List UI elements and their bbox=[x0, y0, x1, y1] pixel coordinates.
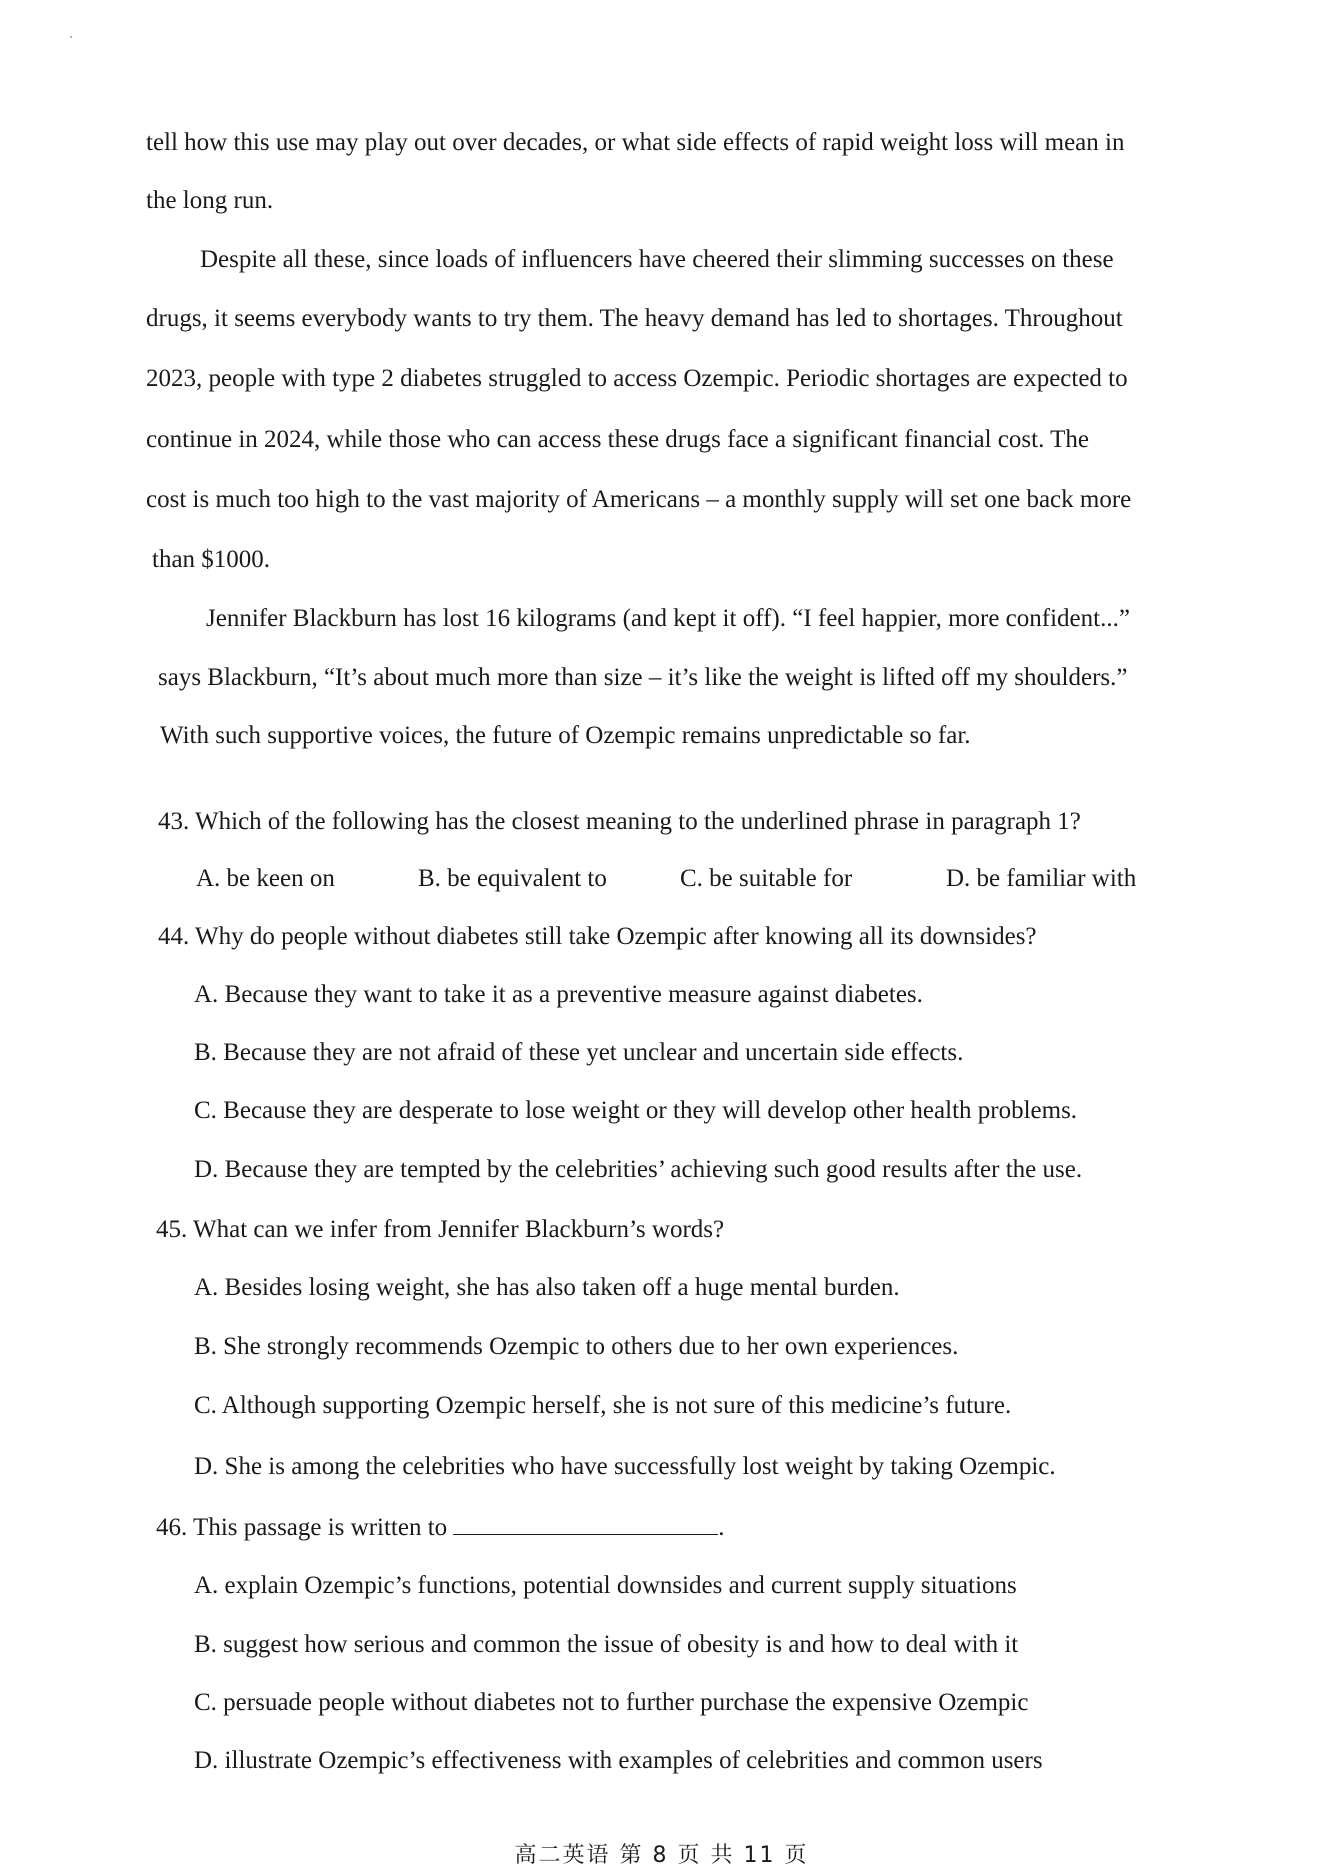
passage-line: says Blackburn, “It’s about much more than size – it’s like the weight is lifted off my shoulders.” bbox=[158, 664, 1128, 691]
option-d: D. be familiar with bbox=[946, 865, 1137, 892]
passage-line: drugs, it seems everybody wants to try them. The heavy demand has led to shortages. Throughout bbox=[146, 305, 1123, 332]
question-46-stem-text: 46. This passage is written to bbox=[156, 1514, 448, 1541]
passage-line: Jennifer Blackburn has lost 16 kilograms (and kept it off). “I feel happier, more confident...” bbox=[206, 605, 1130, 632]
question-45-stem: 45. What can we infer from Jennifer Blackburn’s words? bbox=[156, 1216, 725, 1243]
passage-line: With such supportive voices, the future of Ozempic remains unpredictable so far. bbox=[160, 722, 971, 749]
option-b: B. Because they are not afraid of these yet unclear and uncertain side effects. bbox=[194, 1039, 964, 1066]
passage-line: 2023, people with type 2 diabetes struggled to access Ozempic. Periodic shortages are expected to bbox=[146, 365, 1128, 392]
passage-line: continue in 2024, while those who can access these drugs face a significant financial cost. The bbox=[146, 426, 1089, 453]
option-d: D. illustrate Ozempic’s effectiveness with examples of celebrities and common users bbox=[194, 1747, 1043, 1774]
option-c: C. be suitable for bbox=[680, 865, 853, 892]
passage-line: Despite all these, since loads of influencers have cheered their slimming successes on these bbox=[200, 246, 1114, 273]
question-43-stem: 43. Which of the following has the closest meaning to the underlined phrase in paragraph 1? bbox=[158, 808, 1081, 835]
option-c: C. persuade people without diabetes not to further purchase the expensive Ozempic bbox=[194, 1689, 1029, 1716]
option-c: C. Because they are desperate to lose weight or they will develop other health problems. bbox=[194, 1097, 1078, 1124]
option-d: D. Because they are tempted by the celebrities’ achieving such good results after the use. bbox=[194, 1156, 1083, 1183]
option-c: C. Although supporting Ozempic herself, she is not sure of this medicine’s future. bbox=[194, 1392, 1012, 1419]
option-a: A. be keen on bbox=[196, 865, 335, 892]
scan-speck bbox=[70, 36, 72, 38]
passage-line: cost is much too high to the vast majority of Americans – a monthly supply will set one back more bbox=[146, 486, 1132, 513]
page-footer: 高二英语 第 8 页 共 11 页 bbox=[514, 1843, 809, 1868]
option-b: B. be equivalent to bbox=[418, 865, 607, 892]
option-d: D. She is among the celebrities who have successfully lost weight by taking Ozempic. bbox=[194, 1453, 1056, 1480]
passage-line: than $1000. bbox=[152, 546, 271, 573]
option-a: A. explain Ozempic’s functions, potential downsides and current supply situations bbox=[194, 1572, 1017, 1599]
question-44-stem: 44. Why do people without diabetes still take Ozempic after knowing all its downsides? bbox=[158, 923, 1037, 950]
question-43-options bbox=[0, 864, 1323, 894]
question-46-stem-end: . bbox=[718, 1514, 725, 1541]
passage-line: tell how this use may play out over decades, or what side effects of rapid weight loss will mean in bbox=[146, 129, 1125, 156]
option-b: B. She strongly recommends Ozempic to others due to her own experiences. bbox=[194, 1333, 959, 1360]
answer-blank bbox=[453, 1512, 718, 1535]
option-a: A. Because they want to take it as a preventive measure against diabetes. bbox=[194, 981, 923, 1008]
option-b: B. suggest how serious and common the issue of obesity is and how to deal with it bbox=[194, 1631, 1019, 1658]
option-a: A. Besides losing weight, she has also taken off a huge mental burden. bbox=[194, 1274, 900, 1301]
passage-line: the long run. bbox=[146, 187, 274, 214]
question-46-stem bbox=[156, 1512, 724, 1543]
